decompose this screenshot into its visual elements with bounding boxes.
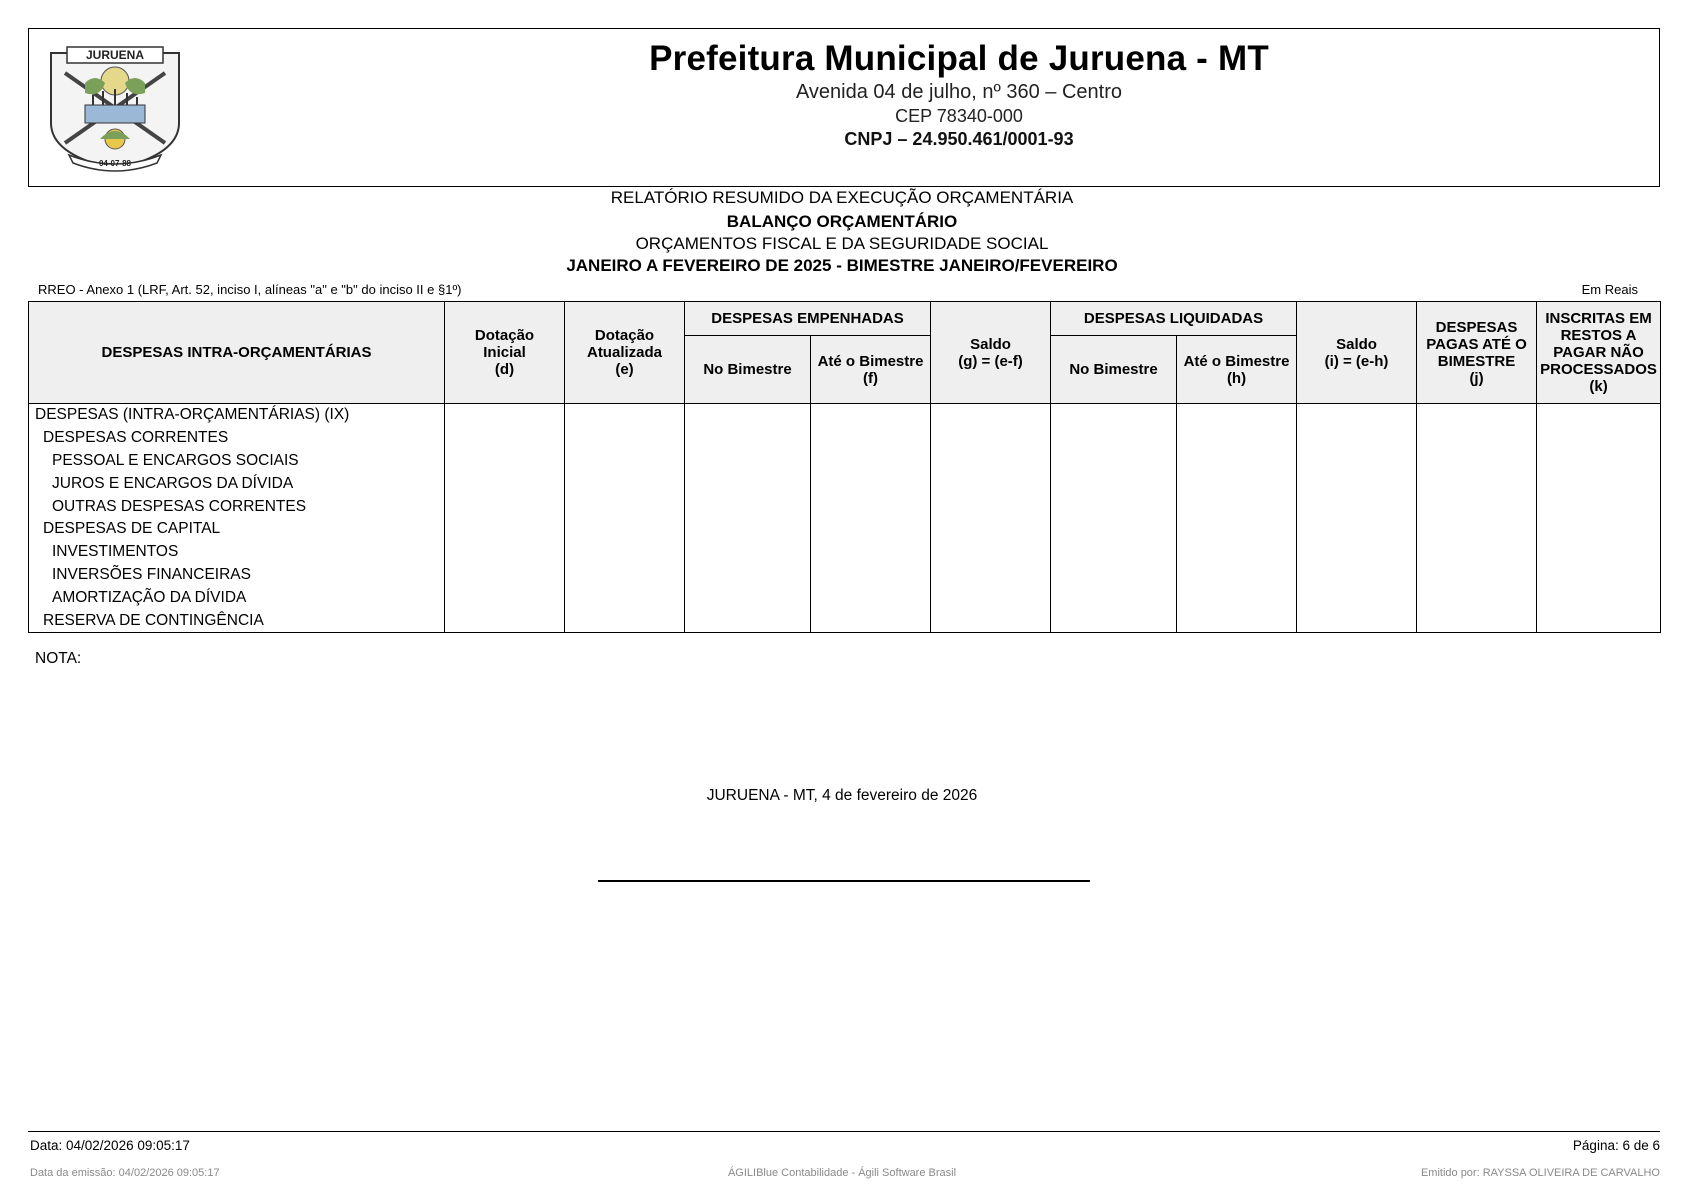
header-text: Até o Bimestre — [817, 352, 924, 370]
cell-saldo-g — [931, 404, 1051, 633]
header-text: DESPESAS — [1435, 318, 1518, 336]
footer-divider — [28, 1131, 1660, 1132]
header-text: Dotação — [474, 327, 535, 344]
row-label: JUROS E ENCARGOS DA DÍVIDA — [29, 472, 445, 495]
header-text: Até o Bimestre — [1183, 352, 1290, 370]
column-header-empenhadas-ate-bimestre — [811, 336, 931, 404]
cell-liquidadas-no-bimestre — [1051, 404, 1177, 633]
column-header-despesas-pagas — [1417, 302, 1537, 404]
header-text: (d) — [494, 361, 515, 378]
header-text: (f) — [863, 369, 878, 387]
group-header-despesas-liquidadas: DESPESAS LIQUIDADAS — [1051, 302, 1297, 336]
header-text: PAGAR NÃO — [1553, 344, 1644, 361]
signature-line — [598, 880, 1090, 882]
column-header-liquidadas-no-bimestre: No Bimestre — [1051, 336, 1177, 404]
header-text: PROCESSADOS — [1540, 361, 1657, 378]
row-label: DESPESAS (INTRA-ORÇAMENTÁRIAS) (IX) — [29, 404, 445, 427]
header-text: INSCRITAS EM — [1545, 310, 1652, 327]
row-label: DESPESAS CORRENTES — [29, 427, 445, 450]
currency-unit-label: Em Reais — [1581, 282, 1638, 297]
postal-code: CEP 78340-000 — [895, 106, 1023, 126]
organization-name: Prefeitura Municipal de Juruena - MT — [649, 39, 1269, 78]
header-text: Saldo — [1336, 335, 1377, 353]
header-box — [28, 28, 1660, 187]
table-row — [29, 404, 1661, 427]
column-header-inscritas-restos — [1537, 302, 1661, 404]
header-text: Dotação — [594, 327, 655, 344]
report-title: RELATÓRIO RESUMIDO DA EXECUÇÃO ORÇAMENTÁRIA — [610, 188, 1074, 207]
footer-date: Data: 04/02/2026 09:05:17 — [30, 1138, 190, 1153]
place-and-date: JURUENA - MT, 4 de fevereiro de 2026 — [706, 787, 978, 804]
column-header-description: DESPESAS INTRA-ORÇAMENTÁRIAS — [29, 302, 445, 404]
header-text: (g) = (e-f) — [958, 352, 1023, 370]
address-line: Avenida 04 de julho, nº 360 – Centro — [795, 81, 1123, 103]
cell-inscritas-restos — [1537, 404, 1661, 633]
row-label: INVERSÕES FINANCEIRAS — [29, 564, 445, 587]
emitted-by: Emitido por: RAYSSA OLIVEIRA DE CARVALHO — [1420, 1167, 1660, 1179]
report-subtitle: BALANÇO ORÇAMENTÁRIO — [726, 212, 958, 231]
header-text: BIMESTRE — [1437, 352, 1516, 370]
annex-reference: RREO - Anexo 1 (LRF, Art. 52, inciso I, alíneas "a" e "b" do inciso II e §1º) — [38, 282, 462, 297]
report-period: JANEIRO A FEVEREIRO DE 2025 - BIMESTRE JANEIRO/FEVEREIRO — [566, 256, 1118, 275]
row-label: AMORTIZAÇÃO DA DÍVIDA — [29, 586, 445, 609]
row-label: RESERVA DE CONTINGÊNCIA — [29, 609, 445, 632]
group-header-despesas-empenhadas: DESPESAS EMPENHADAS — [685, 302, 931, 336]
column-header-empenhadas-no-bimestre: No Bimestre — [685, 336, 811, 404]
header-text: PAGAS ATÉ O — [1426, 335, 1527, 353]
cell-empenhadas-ate-bimestre — [811, 404, 931, 633]
cnpj-number: CNPJ – 24.950.461/0001-93 — [844, 129, 1074, 149]
row-label: OUTRAS DESPESAS CORRENTES — [29, 495, 445, 518]
cell-empenhadas-no-bimestre — [685, 404, 811, 633]
emission-date: Data da emissão: 04/02/2026 09:05:17 — [30, 1167, 220, 1179]
row-label: PESSOAL E ENCARGOS SOCIAIS — [29, 450, 445, 473]
logo-foundation-date: 04-07-88 — [98, 159, 132, 168]
header-text: (e) — [615, 361, 634, 378]
header-text: Inicial — [483, 344, 526, 361]
cell-dotacao-atualizada — [565, 404, 685, 633]
report-scope: ORÇAMENTOS FISCAL E DA SEGURIDADE SOCIAL — [635, 234, 1049, 253]
note-label: NOTA: — [35, 650, 82, 667]
logo-banner-text: JURUENA — [85, 48, 145, 62]
header-text: (h) — [1226, 369, 1247, 387]
cell-despesas-pagas — [1417, 404, 1537, 633]
cell-saldo-i — [1297, 404, 1417, 633]
page-number: Página: 6 de 6 — [1572, 1138, 1660, 1153]
header-text: Atualizada — [586, 344, 662, 361]
budget-balance-table — [28, 301, 1661, 633]
cell-liquidadas-ate-bimestre — [1177, 404, 1297, 633]
column-header-liquidadas-ate-bimestre — [1177, 336, 1297, 404]
header-text: RESTOS A — [1560, 327, 1637, 344]
header-text: Saldo — [970, 335, 1011, 353]
column-header-saldo-i — [1297, 302, 1417, 404]
column-header-dotacao-inicial — [445, 302, 565, 404]
column-header-saldo-g — [931, 302, 1051, 404]
header-text: (i) = (e-h) — [1324, 352, 1389, 370]
row-label: DESPESAS DE CAPITAL — [29, 518, 445, 541]
header-text: (j) — [1469, 369, 1484, 387]
header-text: (k) — [1589, 378, 1608, 395]
row-label: INVESTIMENTOS — [29, 541, 445, 564]
software-credit: ÁGILIBlue Contabilidade - Ágili Software Brasil — [727, 1167, 957, 1179]
cell-dotacao-inicial — [445, 404, 565, 633]
column-header-dotacao-atualizada — [565, 302, 685, 404]
